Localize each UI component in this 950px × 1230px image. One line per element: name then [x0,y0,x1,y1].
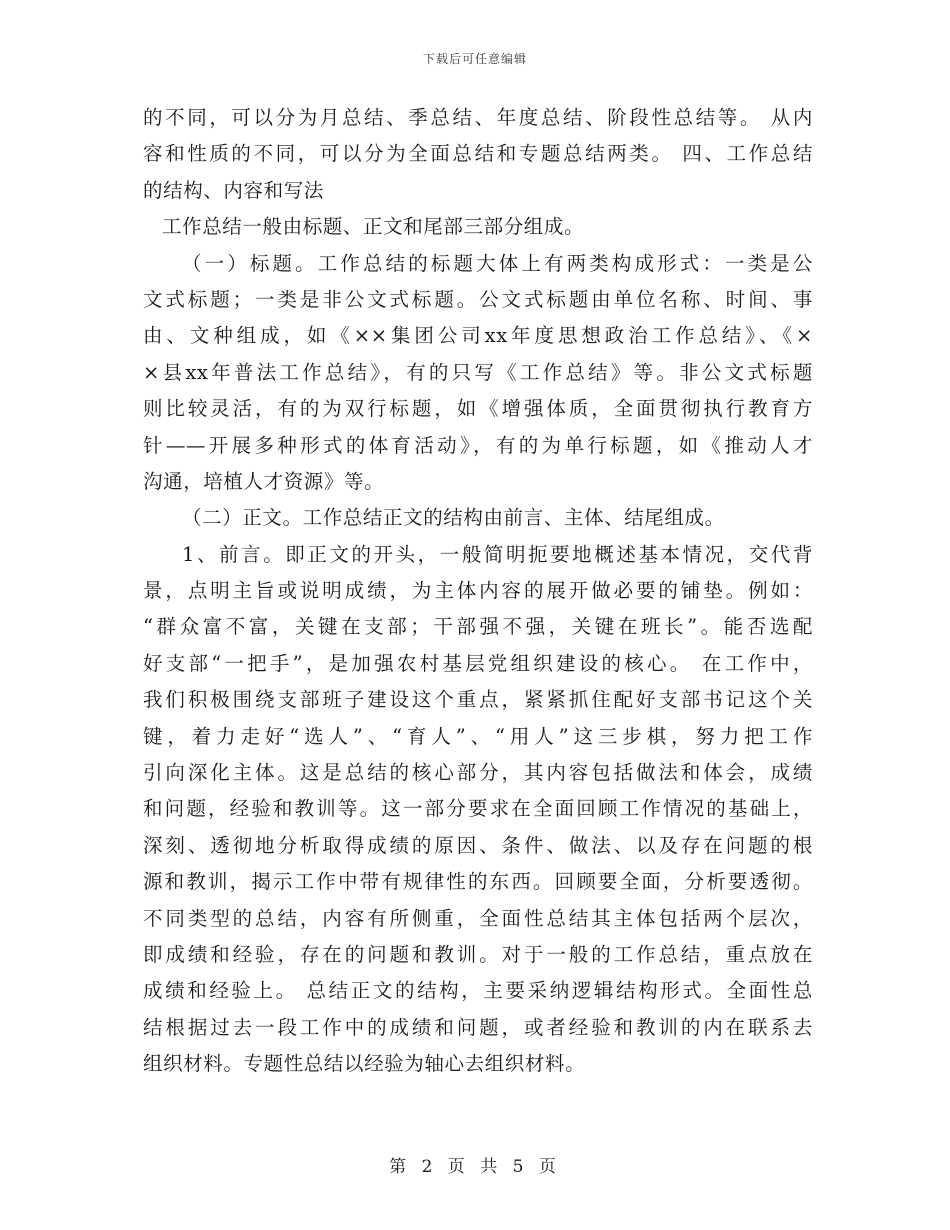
body-line: 不同类型的总结，内容有所侧重，全面性总结其主体包括两个层次， [143,906,813,930]
body-line: 深刻、透彻地分析取得成绩的原因、条件、做法、以及存在问题的根 [143,833,813,857]
body-line: 即成绩和经验，存在的问题和教训。对于一般的工作总结，重点放在 [143,942,813,966]
body-line: 组织材料。专题性总结以经验为轴心去组织材料。 [143,1052,586,1076]
body-line: ×县xx年普法工作总结》，有的只写《工作总结》等。非公文式标题 [143,360,813,384]
body-line: “群众富不富，关键在支部；干部强不强，关键在班长”。能否选配 [143,615,813,639]
body-line: （一）标题。工作总结的标题大体上有两类构成形式：一类是公 [182,251,813,275]
body-line: 由、文种组成，如《××集团公司xx年度思想政治工作总结》、《× [143,324,813,348]
body-line: 沟通，培植人才资源》等。 [143,469,385,493]
body-line: 则比较灵活，有的为双行标题，如《增强体质，全面贯彻执行教育方 [143,397,813,421]
body-line: 和问题，经验和教训等。这一部分要求在全面回顾工作情况的基础上， [143,797,813,821]
body-line: 工作总结一般由标题、正文和尾部三部分组成。 [162,215,585,239]
body-line: 景，点明主旨或说明成绩，为主体内容的展开做必要的铺垫。例如： [143,579,813,603]
body-line: 针——开展多种形式的体育活动》，有的为单行标题，如《推动人才 [143,433,813,457]
body-line: 结根据过去一段工作中的成绩和问题，或者经验和教训的内在联系去 [143,1015,813,1039]
page-number-footer: 第 2 页 共 5 页 [389,1157,561,1177]
body-line: 1、前言。即正文的开头，一般简明扼要地概述基本情况，交代背 [182,542,813,566]
body-line: 好支部“一把手”，是加强农村基层党组织建设的核心。 在工作中， [143,651,813,675]
body-line: 键，着力走好“选人”、“育人”、“用人”这三步棋，努力把工作 [143,724,813,748]
document-body [143,100,813,1083]
body-line: 源和教训，揭示工作中带有规律性的东西。回顾要全面，分析要透彻。 [143,870,813,894]
body-line: 引向深化主体。这是总结的核心部分，其内容包括做法和体会，成绩 [143,761,813,785]
body-line: 的结构、内容和写法 [143,178,324,202]
body-line: 我们积极围绕支部班子建设这个重点，紧紧抓住配好支部书记这个关 [143,688,813,712]
body-line: 文式标题；一类是非公文式标题。公文式标题由单位名称、时间、事 [143,287,813,311]
body-line: 成绩和经验上。 总结正文的结构，主要采纳逻辑结构形式。全面性总 [143,979,813,1003]
body-line: 的不同，可以分为月总结、季总结、年度总结、阶段性总结等。 从内 [143,106,813,129]
page-header: 下载后可任意编辑 [422,52,527,66]
body-line: （二）正文。工作总结正文的结构由前言、主体、结尾组成。 [182,506,725,530]
body-line: 容和性质的不同，可以分为全面总结和专题总结两类。 四、工作总结 [143,142,813,166]
